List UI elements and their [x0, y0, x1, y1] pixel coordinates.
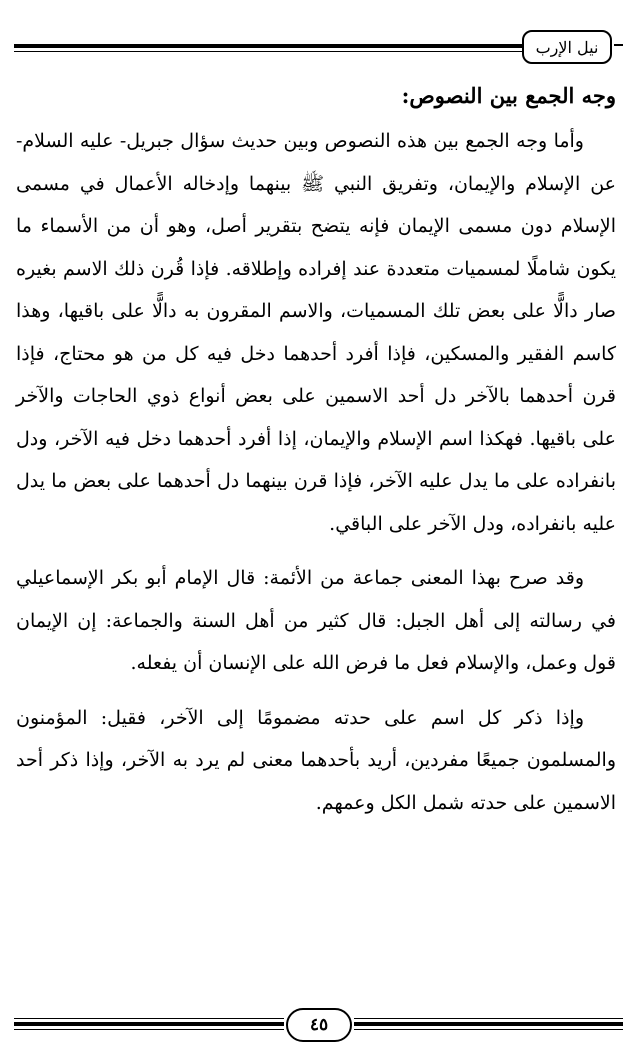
running-title: نيل الإرب — [522, 30, 612, 64]
header-rule-tick — [614, 44, 623, 46]
header-rule-thick — [14, 44, 522, 48]
footer-rule — [354, 1022, 623, 1026]
page-footer — [14, 1008, 623, 1048]
paragraph-2 — [16, 557, 616, 685]
footer-rule — [354, 1018, 623, 1019]
footer-rule — [14, 1018, 284, 1019]
paragraph-2-text: وقد صرح بهذا المعنى جماعة من الأئمة: قال الإمام أبو بكر الإسماعيلي في رسالته إلى أهل الجبل: قال كثير من أهل السنة والجماعة: إن الإيمان قول وعمل، والإسلام فعل ما فرض الله على الإنسان أن يفعله. — [16, 567, 616, 674]
paragraph-1 — [16, 120, 616, 545]
paragraph-3 — [16, 697, 616, 825]
page-number: ٤٥ — [286, 1008, 352, 1042]
running-header — [14, 26, 623, 66]
footer-rule — [14, 1022, 284, 1026]
header-rule-thin — [14, 51, 522, 52]
paragraph-1-text: وأما وجه الجمع بين هذه النصوص وبين حديث سؤال جبريل- عليه السلام- عن الإسلام والإيمان، وتفريق النبي ﷺ بينهما وإدخاله الأعمال في مسمى الإسلام دون مسمى الإيمان فإنه يتضح بتقرير أصل، وهو أن من الأسماء ما يكون شاملًا لمسميات متعددة عند إفراده وإطلاقه. فإذا قُرن ذلك الاسم بغيره صار دالًّا على بعض تلك المسميات، والاسم المقرون به دالًّا على باقيها، وهذا كاسم الفقير والمسكين، فإذا أفرد أحدهما دخل فيه كل من هو محتاج، فإذا قرن أحدهما بالآخر دل أحد الاسمين على بعض أنواع ذوي الحاجات والآخر على باقيها. فهكذا اسم الإسلام والإيمان، إذا أفرد أحدهما دخل فيه الآخر، ودل بانفراده على ما يدل عليه الآخر، فإذا قرن بينهما دل أحدهما على بعض ما يدل عليه بانفراده، ودل الآخر على الباقي. — [16, 130, 616, 535]
footer-rule — [354, 1029, 623, 1030]
paragraph-3-text: وإذا ذكر كل اسم على حدته مضمومًا إلى الآخر، فقيل: المؤمنون والمسلمون جميعًا مفردين، أريد بأحدهما معنى لم يرد به الآخر، وإذا ذكر أحد الاسمين على حدته شمل الكل وعمهم. — [16, 706, 616, 814]
section-heading: وجه الجمع بين النصوص: — [401, 83, 616, 108]
page-body — [16, 76, 616, 824]
footer-rule — [14, 1029, 284, 1030]
